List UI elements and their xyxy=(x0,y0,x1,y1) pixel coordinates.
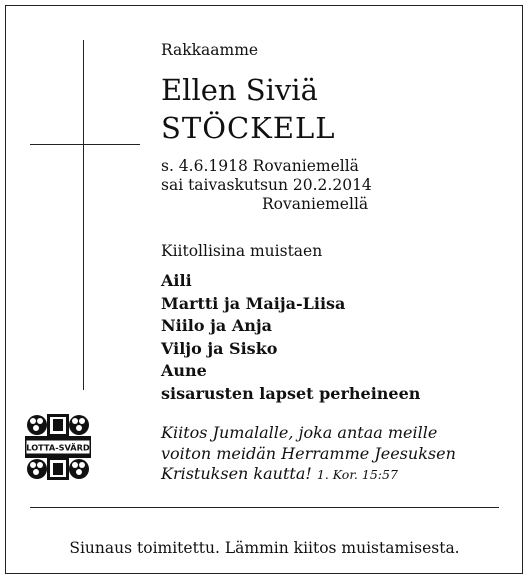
verse-line: voiton meidän Herramme Jeesuksen xyxy=(161,443,456,463)
greeting: Rakkaamme xyxy=(161,41,259,59)
emblem-text: LOTTA-SVÄRD xyxy=(26,442,90,453)
mourner-name: Martti ja Maija-Liisa xyxy=(161,293,346,313)
footer-message: Siunaus toimitettu. Lämmin kiitos muistamisesta. xyxy=(69,539,460,557)
mourners-list xyxy=(161,270,420,405)
verse-line: Kristuksen kautta! xyxy=(161,464,312,483)
lotta-svard-emblem-icon xyxy=(23,412,93,482)
deceased-first-names: Ellen Siviä xyxy=(161,73,318,107)
life-dates xyxy=(161,157,372,214)
mourners-intro: Kiitollisina muistaen xyxy=(161,242,323,260)
mourner-name: Viljo ja Sisko xyxy=(161,338,278,358)
death-place: Rovaniemellä xyxy=(262,195,369,213)
bible-verse xyxy=(161,423,456,486)
cross-horizontal-bar xyxy=(30,144,140,145)
death-line: sai taivaskutsun 20.2.2014 xyxy=(161,176,372,194)
mourner-name: Aili xyxy=(161,271,192,290)
birth-line: s. 4.6.1918 Rovaniemellä xyxy=(161,157,359,175)
mourner-name: sisarusten lapset perheineen xyxy=(161,383,421,403)
cross-vertical-bar xyxy=(83,40,84,390)
mourner-name: Aune xyxy=(161,361,207,380)
verse-line: Kiitos Jumalalle, joka antaa meille xyxy=(161,423,438,442)
verse-reference: 1. Kor. 15:57 xyxy=(316,467,398,482)
divider-line xyxy=(30,507,499,508)
deceased-surname: STÖCKELL xyxy=(161,111,336,145)
mourner-name: Niilo ja Anja xyxy=(161,316,273,335)
